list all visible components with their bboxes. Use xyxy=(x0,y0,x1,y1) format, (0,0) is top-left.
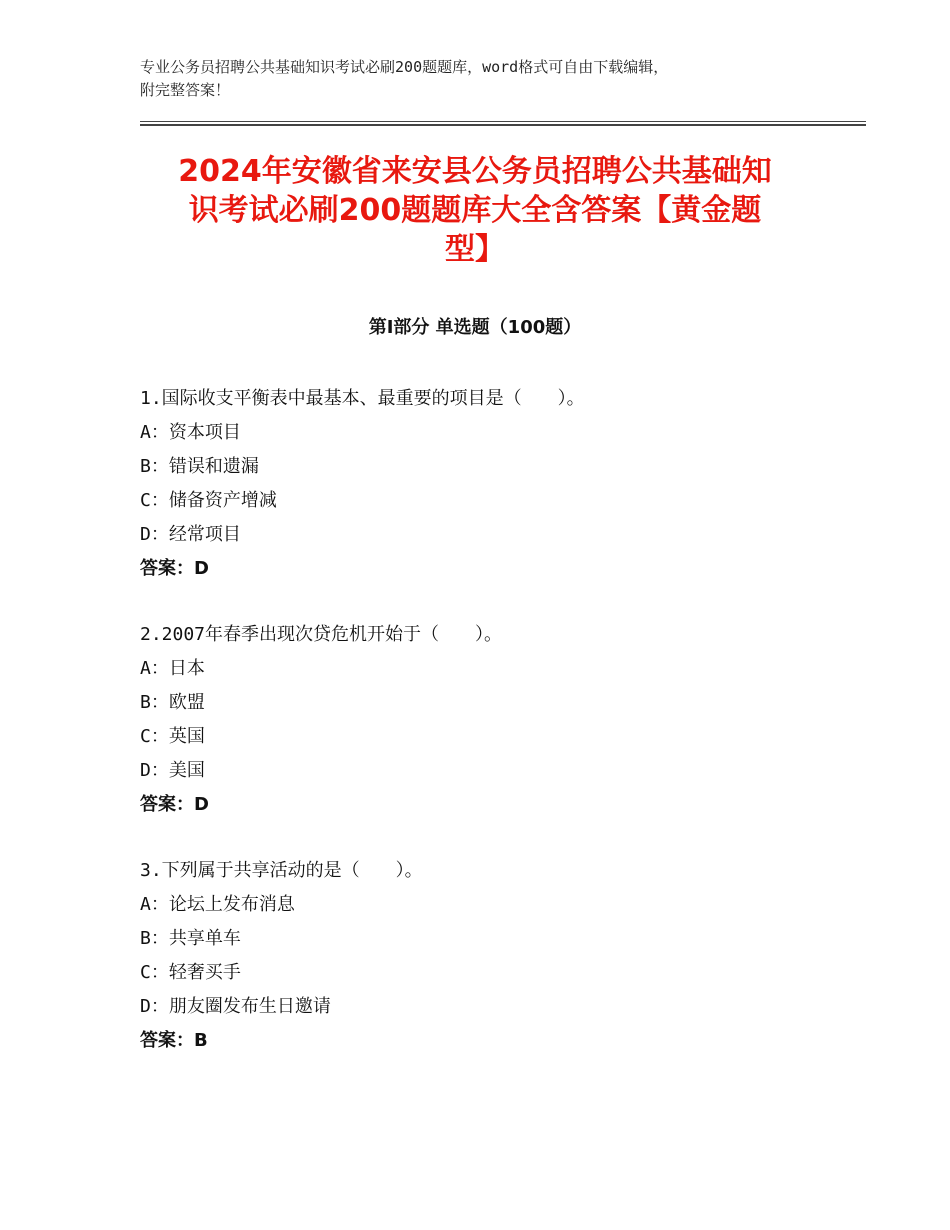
option-a: A：资本项目 xyxy=(140,422,241,443)
question-item xyxy=(140,854,860,1058)
header-note-line: 附完整答案！ xyxy=(140,81,231,99)
document-title-line: 识考试必刷200题题库大全含答案【黄金题 xyxy=(188,193,762,228)
option-c: C：储备资产增减 xyxy=(140,490,277,511)
option-b: B：共享单车 xyxy=(140,928,241,949)
question-stem: 2.2007年春季出现次贷危机开始于（ ）。 xyxy=(140,624,503,645)
question-item xyxy=(140,382,860,586)
question-list xyxy=(140,382,860,1090)
header-divider-thick xyxy=(140,124,866,126)
option-c: C：轻奢买手 xyxy=(140,962,241,983)
answer-line: 答案：D xyxy=(140,794,209,815)
section-title: 第Ⅰ部分 单选题（100题） xyxy=(368,317,582,338)
header-note-line: 专业公务员招聘公共基础知识考试必刷200题题库，word格式可自由下载编辑， xyxy=(140,58,669,76)
header-note xyxy=(140,56,820,102)
option-c: C：英国 xyxy=(140,726,205,747)
header-divider-thin xyxy=(140,121,866,122)
option-a: A：日本 xyxy=(140,658,205,679)
option-d: D：朋友圈发布生日邀请 xyxy=(140,996,331,1017)
question-item xyxy=(140,618,860,822)
answer-line: 答案：B xyxy=(140,1030,208,1051)
option-a: A：论坛上发布消息 xyxy=(140,894,295,915)
question-stem: 1.国际收支平衡表中最基本、最重要的项目是（ ）。 xyxy=(140,388,585,409)
option-b: B：错误和遗漏 xyxy=(140,456,259,477)
document-title xyxy=(140,152,810,269)
document-title-line: 2024年安徽省来安县公务员招聘公共基础知 xyxy=(178,154,772,189)
answer-line: 答案：D xyxy=(140,558,209,579)
option-b: B：欧盟 xyxy=(140,692,205,713)
option-d: D：美国 xyxy=(140,760,205,781)
document-title-line: 型】 xyxy=(445,232,505,267)
option-d: D：经常项目 xyxy=(140,524,241,545)
question-stem: 3.下列属于共享活动的是（ ）。 xyxy=(140,860,423,881)
